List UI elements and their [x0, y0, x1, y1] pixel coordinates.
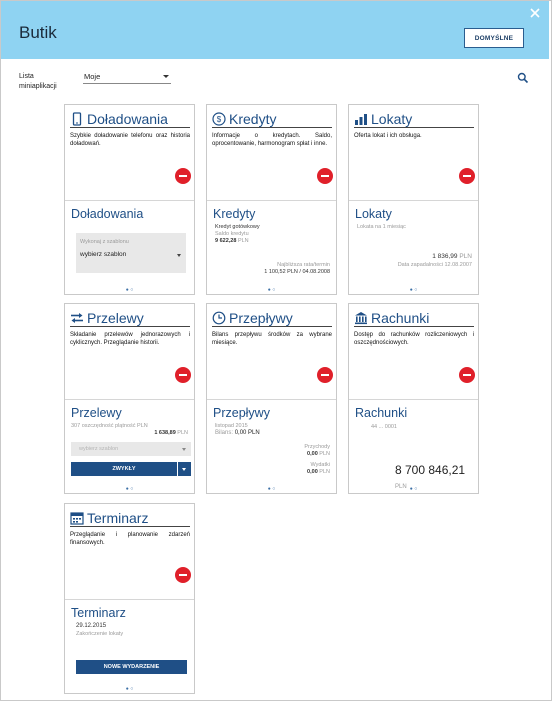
card-przeplywy [206, 303, 337, 494]
transfer-type-dropdown[interactable] [178, 462, 191, 476]
search-icon[interactable] [517, 71, 529, 83]
card-title [354, 308, 429, 327]
remove-widget-button[interactable] [317, 367, 333, 383]
card-description: Dostęp do rachunków rozliczeniowych i oszczędnościowych. [354, 332, 474, 346]
card-body [65, 401, 194, 494]
card-title-text: Przepływy [229, 309, 293, 326]
card-title-text: Kredyty [229, 110, 277, 127]
remove-widget-button[interactable] [175, 168, 191, 184]
card-body [65, 601, 194, 694]
event-date: 29.12.2015 [76, 623, 107, 629]
card-title-text: Terminarz [87, 509, 149, 526]
dollar-coin-icon [212, 112, 226, 126]
card-terminarz [64, 503, 195, 694]
balance-label: Bilans: [215, 430, 234, 436]
account-balance-value: 8 700 846,21 [395, 463, 466, 477]
deposit-amount [432, 253, 472, 260]
calendar-icon [70, 511, 84, 525]
card-header [65, 304, 194, 400]
default-button[interactable]: DOMYŚLNE [464, 28, 524, 48]
card-title-text: Rachunki [371, 309, 430, 326]
svg-text:$: $ [216, 114, 222, 124]
account-value: 1 638,89 [154, 430, 176, 436]
list-label-line2: miniaplikacji [19, 83, 57, 90]
income-value: 0,00 [307, 451, 318, 457]
bank-icon [354, 311, 368, 325]
pager-dots[interactable]: ● ○ [267, 486, 276, 492]
remove-widget-button[interactable] [175, 567, 191, 583]
card-title [212, 109, 276, 128]
card-header [207, 105, 336, 201]
deposit-value: 1 836,99 [432, 253, 458, 260]
card-title [70, 508, 148, 527]
account-amount [154, 430, 188, 437]
loan-name: Kredyt gotówkowy [215, 224, 260, 230]
balance-amount [215, 238, 249, 245]
dialog-title: Butik [19, 23, 57, 42]
card-lokaty [348, 104, 479, 295]
divider [354, 127, 474, 128]
remove-widget-button[interactable] [459, 367, 475, 383]
expense-label: Wydatki [310, 462, 330, 468]
card-body [65, 202, 194, 295]
expense-currency: PLN [319, 469, 330, 475]
clock-icon [212, 311, 226, 325]
income-label: Przychody [304, 444, 330, 450]
card-title [70, 109, 168, 128]
divider [70, 526, 190, 527]
income-currency: PLN [319, 451, 330, 457]
pager-dots[interactable]: ● ○ [267, 287, 276, 293]
account-number: 44 ... 0001 [371, 424, 397, 430]
widget-title: Terminarz [71, 606, 126, 620]
template-select-value: wybierz szablon [79, 446, 119, 452]
standard-transfer-button[interactable]: ZWYKŁY [71, 462, 177, 476]
chevron-down-icon [182, 468, 186, 471]
card-rachunki [348, 303, 479, 494]
card-title [354, 109, 412, 128]
card-title [212, 308, 293, 327]
event-name: Zakończenie lokaty [76, 631, 124, 637]
remove-widget-button[interactable] [175, 367, 191, 383]
card-body [207, 202, 336, 295]
account-currency: PLN [177, 430, 188, 436]
account-balance-currency: PLN [395, 484, 407, 490]
deposit-name: Lokata na 1 miesiąc [357, 224, 406, 230]
bar-chart-icon [354, 112, 368, 126]
card-przelewy [64, 303, 195, 494]
card-description: Szybkie doładowanie telefonu oraz historia doładowań. [70, 133, 190, 147]
card-header [349, 105, 478, 201]
card-title-text: Lokaty [371, 110, 413, 127]
pager-dots[interactable]: ● ○ [125, 486, 134, 492]
widget-title: Kredyty [213, 207, 256, 221]
widget-title: Lokaty [355, 207, 392, 221]
chevron-down-icon [177, 254, 181, 257]
balance-value: 0,00 PLN [234, 430, 260, 436]
widget-title: Przelewy [71, 406, 122, 420]
period-label: listopad 2015 [215, 423, 248, 429]
card-header [207, 304, 336, 400]
card-description: Składanie przelewów jednorazowych i cyklicznych. Przeglądanie historii. [70, 332, 190, 346]
two-way-arrows-icon [70, 311, 84, 325]
divider [212, 326, 332, 327]
list-label [19, 72, 57, 92]
card-header [65, 105, 194, 201]
next-installment-label: Najbliższa rata/termin [277, 262, 330, 268]
template-label: Wykonaj z szablonu [80, 239, 129, 245]
card-body [349, 202, 478, 295]
widget-title: Rachunki [355, 406, 408, 420]
card-description: Oferta lokat i ich obsługa. [354, 133, 422, 139]
list-label-line1: Lista [19, 73, 34, 80]
balance-line [215, 430, 260, 437]
expense-amount [307, 469, 330, 476]
card-title-text: Doładowania [87, 110, 168, 127]
list-select[interactable] [83, 70, 171, 84]
divider [70, 127, 190, 128]
card-header [65, 504, 194, 600]
card-title-text: Przelewy [87, 309, 144, 326]
card-title [70, 308, 144, 327]
card-description: Przeglądanie i planowanie zdarzeń finansowych. [70, 532, 190, 546]
widget-title: Doładowania [71, 207, 144, 221]
card-header [349, 304, 478, 400]
chevron-down-icon [182, 448, 186, 451]
pager-dots[interactable]: ● ○ [125, 686, 134, 692]
next-installment-value: 1 100,52 PLN / 04.08.2008 [264, 269, 330, 275]
account-label: 307 oszczędność plątność PLN [71, 423, 148, 429]
card-description: Bilans przepływu środków za wybrane miesiące. [212, 332, 332, 346]
maturity-date: Data zapadalności 12.08.2007 [397, 262, 472, 268]
divider [70, 326, 190, 327]
widget-title: Przepływy [213, 406, 270, 420]
card-body [349, 401, 478, 494]
income-amount [307, 451, 330, 458]
chevron-down-icon [163, 75, 169, 78]
dialog-header [1, 1, 549, 59]
expense-value: 0,00 [307, 469, 318, 475]
balance-label: Saldo kredytu [215, 231, 249, 237]
pager-dots[interactable]: ● ○ [409, 486, 418, 492]
close-icon[interactable] [529, 7, 541, 19]
balance-value: 9 622,28 [215, 238, 237, 244]
divider [212, 127, 332, 128]
template-select[interactable]: wybierz szablon [80, 251, 127, 258]
balance-currency: PLN [237, 238, 249, 244]
deposit-currency: PLN [459, 253, 472, 260]
list-select-value: Moje [84, 72, 101, 81]
new-event-button[interactable]: NOWE WYDARZENIE [76, 660, 187, 674]
card-doladowania [64, 104, 195, 295]
pager-dots[interactable]: ● ○ [409, 287, 418, 293]
remove-widget-button[interactable] [317, 168, 333, 184]
card-body [207, 401, 336, 494]
card-kredyty [206, 104, 337, 295]
phone-icon [70, 112, 84, 126]
divider [354, 326, 474, 327]
remove-widget-button[interactable] [459, 168, 475, 184]
card-description: Informacje o kredytach. Saldo, oprocentowanie, harmonogram spłat i inne. [212, 133, 332, 147]
pager-dots[interactable]: ● ○ [125, 287, 134, 293]
